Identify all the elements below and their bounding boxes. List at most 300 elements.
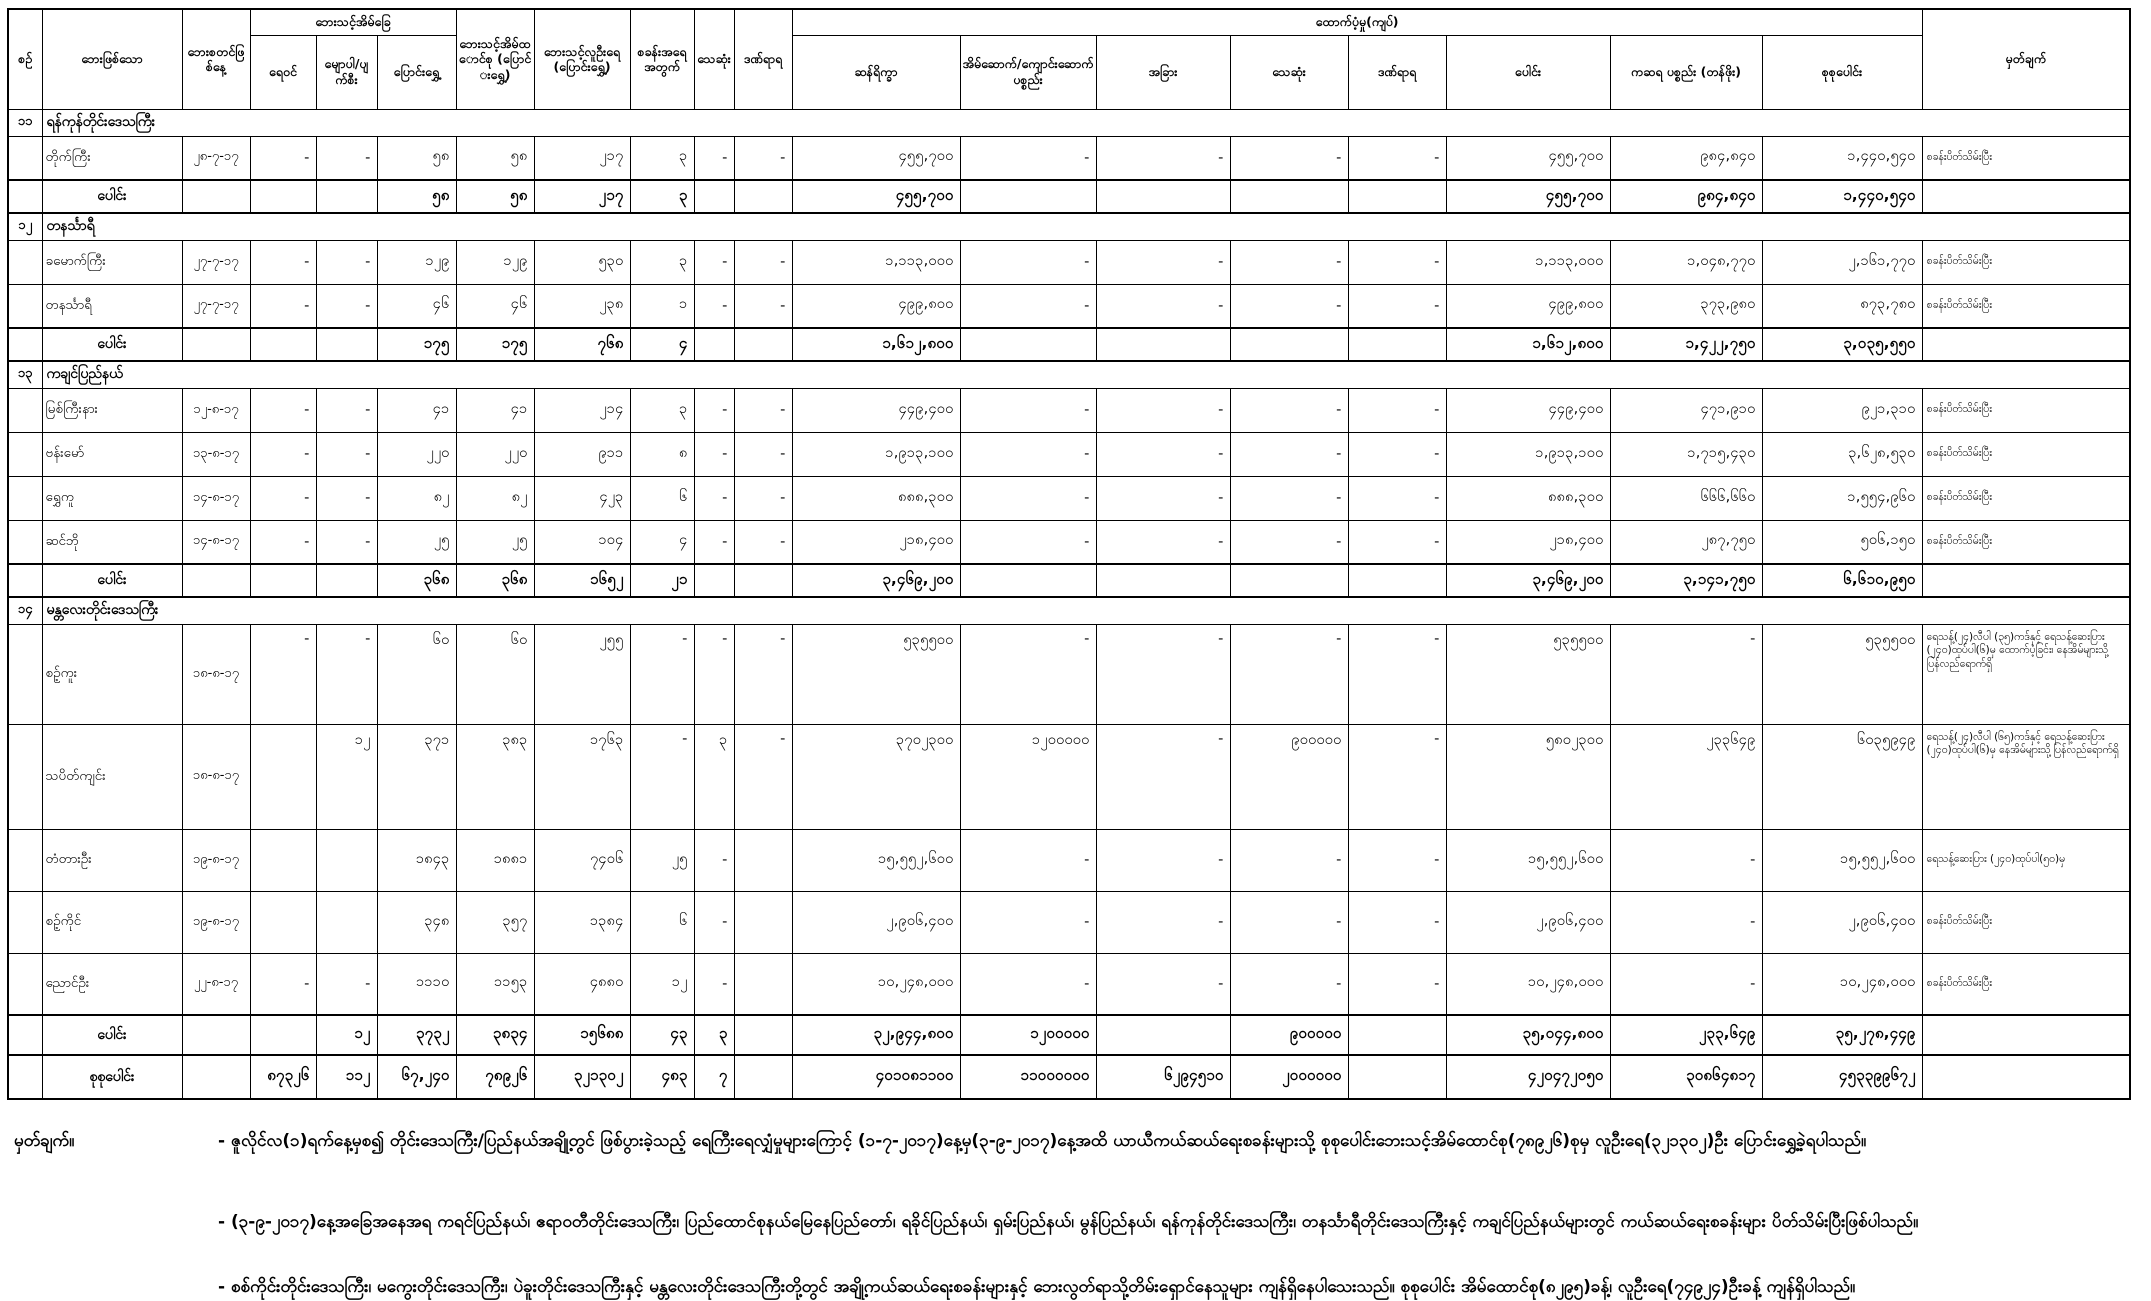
col-header-place: ဘေးဖြစ်သော	[42, 9, 182, 109]
cell-camps: ၄	[630, 328, 694, 361]
header-row-sub	[8, 35, 2130, 109]
township-name: သပိတ်ကျင်း	[42, 724, 182, 829]
cell-camps: ၆	[630, 891, 694, 953]
col-header-no: စဉ်	[8, 9, 42, 109]
cell-deaths	[694, 328, 734, 361]
cell-injury-support: -	[1348, 476, 1446, 520]
total-label: ပေါင်း	[42, 328, 182, 361]
start-date-cell: ၂၇-၇-၁၇	[182, 284, 250, 328]
cell-rice: ၈၈၈,၃၀၀	[792, 476, 960, 520]
remark-cell: စခန်းပိတ်သိမ်းပြီး	[1922, 240, 2130, 284]
township-name: တံတားဦး	[42, 829, 182, 891]
cell-injured: -	[734, 388, 792, 432]
table-row	[8, 136, 2130, 180]
cell-injured	[734, 891, 792, 953]
cell-flooded: -	[250, 953, 316, 1015]
table-row	[8, 624, 2130, 724]
col-header-injury-support: ဒဏ်ရာရ	[1348, 35, 1446, 109]
remark-cell: စခန်းပိတ်သိမ်းပြီး	[1922, 432, 2130, 476]
cell-total: ၄၉၉,၈၀၀	[1446, 284, 1610, 328]
cell-washed: ၁၂	[316, 1015, 377, 1055]
flood-relief-table	[7, 8, 2131, 1100]
cell-injured: -	[734, 284, 792, 328]
cell-death-support: -	[1230, 520, 1348, 564]
cell-flooded: -	[250, 388, 316, 432]
cell-other: -	[1096, 432, 1230, 476]
cell-washed	[316, 891, 377, 953]
cell-construction: -	[960, 240, 1096, 284]
grand-total-row	[8, 1055, 2130, 1099]
township-name: ခမောက်ကြီး	[42, 240, 182, 284]
cell-households: ၇၈၉၂၆	[456, 1055, 534, 1099]
cell-washed: -	[316, 388, 377, 432]
cell-deaths: -	[694, 624, 734, 724]
cell-kasara: -	[1610, 953, 1762, 1015]
cell-other: -	[1096, 953, 1230, 1015]
cell-death-support: -	[1230, 240, 1348, 284]
cell-death-support: -	[1230, 891, 1348, 953]
cell-total: ၄၅၅,၇၀၀	[1446, 180, 1610, 213]
cell-construction	[960, 180, 1096, 213]
cell-construction: -	[960, 624, 1096, 724]
cell-injured: -	[734, 432, 792, 476]
cell-grand-total: ၈၇၃,၇၈၀	[1762, 284, 1922, 328]
cell-other: -	[1096, 476, 1230, 520]
cell-flooded	[250, 564, 316, 597]
cell-camps: ၈	[630, 432, 694, 476]
col-header-grand-total: စုစုပေါင်း	[1762, 35, 1922, 109]
start-date-cell: ၁၃-၈-၁၇	[182, 432, 250, 476]
cell-death-support: -	[1230, 284, 1348, 328]
cell-injury-support: -	[1348, 891, 1446, 953]
cell-people: ၂၁၄	[534, 388, 630, 432]
cell-total: ၅၈၀၂၃၀၀	[1446, 724, 1610, 829]
cell-camps: ၃	[630, 388, 694, 432]
cell-construction: ၁၁၀၀၀၀၀၀	[960, 1055, 1096, 1099]
cell-kasara: ၁,၇၁၅,၄၃၀	[1610, 432, 1762, 476]
cell-death-support	[1230, 564, 1348, 597]
cell-grand-total: ၆၀၃၅၉၄၉	[1762, 724, 1922, 829]
cell-camps: ၂၅	[630, 829, 694, 891]
cell-injury-support: -	[1348, 829, 1446, 891]
start-date-cell: ၂၇-၇-၁၇	[182, 240, 250, 284]
col-header-relocated: ပြောင်းရွှေ့	[377, 35, 456, 109]
cell-rice: ၅၃၅၅၀၀	[792, 624, 960, 724]
start-date-cell: ၁၈-၈-၁၇	[182, 624, 250, 724]
cell-flooded	[250, 1015, 316, 1055]
cell-construction: ၁၂၀၀၀၀၀	[960, 724, 1096, 829]
cell-flooded: -	[250, 476, 316, 520]
row-number	[8, 1055, 42, 1099]
cell-construction: ၁၂၀၀၀၀၀	[960, 1015, 1096, 1055]
cell-flooded	[250, 891, 316, 953]
start-date-cell	[182, 328, 250, 361]
cell-rice: ၄၉၉,၈၀၀	[792, 284, 960, 328]
cell-kasara: ၆၆၆,၆၆၀	[1610, 476, 1762, 520]
township-name: စဉ့်ကူး	[42, 624, 182, 724]
cell-households: ၂၂၀	[456, 432, 534, 476]
remark-cell: စခန်းပိတ်သိမ်းပြီး	[1922, 476, 2130, 520]
cell-people: ၉၁၁	[534, 432, 630, 476]
cell-households: ၃၈၃၄	[456, 1015, 534, 1055]
cell-people: ၂၅၅	[534, 624, 630, 724]
cell-rice: ၃၇၀၂၃၀၀	[792, 724, 960, 829]
cell-grand-total: ၅၃၅၅၀၀	[1762, 624, 1922, 724]
cell-households: ၄၆	[456, 284, 534, 328]
cell-injured: -	[734, 136, 792, 180]
cell-deaths: -	[694, 953, 734, 1015]
section-number: ၁၂	[8, 213, 42, 240]
cell-injury-support: -	[1348, 388, 1446, 432]
section-title: ကချင်ပြည်နယ်	[42, 361, 2130, 388]
cell-total: ၁,၁၁၃,၀၀၀	[1446, 240, 1610, 284]
col-header-injured: ဒဏ်ရာရ	[734, 9, 792, 109]
start-date-cell	[182, 1015, 250, 1055]
row-number	[8, 1015, 42, 1055]
cell-injured	[734, 564, 792, 597]
table-row	[8, 388, 2130, 432]
cell-other	[1096, 1015, 1230, 1055]
cell-total: ၅၃၅၅၀၀	[1446, 624, 1610, 724]
table-row	[8, 891, 2130, 953]
cell-flooded	[250, 180, 316, 213]
cell-kasara: ၁,၄၂၂,၇၅၀	[1610, 328, 1762, 361]
footnote-line: - စစ်ကိုင်းတိုင်းဒေသကြီး၊ မကွေးတိုင်းဒေသကြီး၊ ပဲခူးတိုင်းဒေသကြီးနှင့် မန္တလေးတိုင်းဒေသကြီးတို့တွင် အချို့ကယ်ဆယ်ရေးစခန်းများနှင့် ဘေးလွတ်ရာသို့တိမ်းရှောင်နေသူများ ကျန်ရှိနေပါသေးသည်။ စုစုပေါင်း အိမ်ထောင်စု(၈၂၉၅)ခန့်၊ လူဦးရေ(၇၄၉၂၄)ဦးခန့် ကျန်ရှိပါသည်။	[218, 1277, 1856, 1297]
cell-grand-total: ၆,၆၁၀,၉၅၀	[1762, 564, 1922, 597]
total-total-row	[8, 328, 2130, 361]
col-header-kasara: ကဆရ ပစ္စည်း (တန်ဖိုး)	[1610, 35, 1762, 109]
cell-deaths	[694, 564, 734, 597]
cell-death-support: -	[1230, 432, 1348, 476]
section-number: ၁၁	[8, 109, 42, 136]
cell-injury-support	[1348, 1055, 1446, 1099]
cell-people: ၁၀၄	[534, 520, 630, 564]
cell-other: ၆၂၉၄၅၁၀	[1096, 1055, 1230, 1099]
remark-cell: စခန်းပိတ်သိမ်းပြီး	[1922, 284, 2130, 328]
remark-cell: စခန်းပိတ်သိမ်းပြီး	[1922, 520, 2130, 564]
remark-cell: စခန်းပိတ်သိမ်းပြီး	[1922, 388, 2130, 432]
section-title: ရန်ကုန်တိုင်းဒေသကြီး	[42, 109, 2130, 136]
cell-households: ၈၂	[456, 476, 534, 520]
start-date-cell: ၂၂-၈-၁၇	[182, 953, 250, 1015]
footnote-line: - (၃-၉-၂၀၁၇)နေ့အခြေအနေအရ ကရင်ပြည်နယ်၊ ဧရာဝတီတိုင်းဒေသကြီး၊ ပြည်ထောင်စုနယ်မြေနေပြည်တော်၊ ရခိုင်ပြည်နယ်၊ ရှမ်းပြည်နယ်၊ မွန်ပြည်နယ်၊ ရန်ကုန်တိုင်းဒေသကြီး၊ တနင်္သာရီတိုင်းဒေသကြီးနှင့် ကချင်ပြည်နယ်များတွင် ကယ်ဆယ်ရေးစခန်းများ ပိတ်သိမ်းပြီးဖြစ်ပါသည်။	[218, 1212, 1919, 1232]
cell-injured	[734, 829, 792, 891]
cell-rice: ၁,၁၁၃,၀၀၀	[792, 240, 960, 284]
section-title: တနင်္သာရီ	[42, 213, 2130, 240]
cell-people: ၇၆၈	[534, 328, 630, 361]
cell-injured: -	[734, 240, 792, 284]
row-number	[8, 388, 42, 432]
cell-washed	[316, 829, 377, 891]
cell-relocated: ၈၂	[377, 476, 456, 520]
cell-washed: -	[316, 136, 377, 180]
cell-households: ၅၈	[456, 180, 534, 213]
cell-injury-support	[1348, 180, 1446, 213]
cell-camps: ၃	[630, 180, 694, 213]
start-date-cell: ၂၈-၇-၁၇	[182, 136, 250, 180]
cell-deaths: -	[694, 829, 734, 891]
remark-cell	[1922, 328, 2130, 361]
cell-construction: -	[960, 520, 1096, 564]
cell-deaths: -	[694, 284, 734, 328]
cell-relocated: ၂၂၀	[377, 432, 456, 476]
cell-deaths: ၃	[694, 1015, 734, 1055]
cell-injury-support: -	[1348, 520, 1446, 564]
cell-grand-total: ၁,၄၄၀,၅၄၀	[1762, 136, 1922, 180]
section-header-row	[8, 361, 2130, 388]
remark-cell: စခန်းပိတ်သိမ်းပြီး	[1922, 136, 2130, 180]
cell-households: ၆၀	[456, 624, 534, 724]
cell-camps: ၄၃	[630, 1015, 694, 1055]
cell-total: ၃,၄၆၉,၂၀၀	[1446, 564, 1610, 597]
cell-kasara: -	[1610, 829, 1762, 891]
cell-injured	[734, 1055, 792, 1099]
cell-injured	[734, 180, 792, 213]
cell-kasara: ၂၈၇,၇၅၀	[1610, 520, 1762, 564]
cell-total: ၄၅၅,၇၀၀	[1446, 136, 1610, 180]
cell-relocated: ၄၁	[377, 388, 456, 432]
col-header-total: ပေါင်း	[1446, 35, 1610, 109]
cell-people: ၅၃၀	[534, 240, 630, 284]
footnotes	[0, 1130, 2151, 1301]
cell-other: -	[1096, 829, 1230, 891]
cell-construction: -	[960, 891, 1096, 953]
cell-flooded: -	[250, 136, 316, 180]
cell-washed	[316, 564, 377, 597]
cell-washed: -	[316, 240, 377, 284]
cell-other	[1096, 564, 1230, 597]
section-header-row	[8, 597, 2130, 624]
start-date-cell: ၁၈-၈-၁၇	[182, 724, 250, 829]
cell-kasara: ၉၈၄,၈၄၀	[1610, 136, 1762, 180]
cell-injured	[734, 328, 792, 361]
cell-grand-total: ၁,၅၅၄,၉၆၀	[1762, 476, 1922, 520]
cell-rice: ၃,၄၆၉,၂၀၀	[792, 564, 960, 597]
cell-injury-support	[1348, 564, 1446, 597]
cell-deaths: -	[694, 432, 734, 476]
cell-death-support: -	[1230, 136, 1348, 180]
cell-relocated: ၁၈၄၃	[377, 829, 456, 891]
cell-camps: -	[630, 724, 694, 829]
col-header-construction: အိမ်ဆောက်/ကျောင်းဆောက်ပစ္စည်း	[960, 35, 1096, 109]
township-name: တိုက်ကြီး	[42, 136, 182, 180]
cell-flooded	[250, 724, 316, 829]
cell-kasara: ၁,၀၄၈,၇၇၀	[1610, 240, 1762, 284]
cell-relocated: ၃၄၈	[377, 891, 456, 953]
cell-washed: -	[316, 476, 377, 520]
row-number	[8, 829, 42, 891]
cell-injury-support: -	[1348, 953, 1446, 1015]
table-row	[8, 953, 2130, 1015]
row-number	[8, 240, 42, 284]
start-date-cell: ၁၉-၈-၁၇	[182, 829, 250, 891]
cell-grand-total: ၃,၆၂၈,၅၃၀	[1762, 432, 1922, 476]
cell-grand-total: ၉၂၁,၃၁၀	[1762, 388, 1922, 432]
cell-total: ၁,၆၁၂,၈၀၀	[1446, 328, 1610, 361]
col-header-washed: မျောပါ/ပျက်စီး	[316, 35, 377, 109]
cell-camps: ၆	[630, 476, 694, 520]
cell-flooded: -	[250, 240, 316, 284]
cell-death-support: -	[1230, 624, 1348, 724]
cell-injured: -	[734, 520, 792, 564]
section-title: မန္တလေးတိုင်းဒေသကြီး	[42, 597, 2130, 624]
cell-rice: ၄၀၁၀၈၁၁၀၀	[792, 1055, 960, 1099]
cell-kasara: ၉၈၄,၈၄၀	[1610, 180, 1762, 213]
table-row	[8, 520, 2130, 564]
cell-deaths: -	[694, 240, 734, 284]
cell-people: ၄၂၃	[534, 476, 630, 520]
table-row	[8, 724, 2130, 829]
cell-total: ၁၅,၅၅၂,၆၀၀	[1446, 829, 1610, 891]
cell-camps: -	[630, 624, 694, 724]
cell-washed	[316, 328, 377, 361]
township-name: ဆင်ဘို	[42, 520, 182, 564]
cell-flooded: ၈၇၃၂၆	[250, 1055, 316, 1099]
cell-rice: ၁၀,၂၄၈,၀၀၀	[792, 953, 960, 1015]
cell-relocated: ၆၀	[377, 624, 456, 724]
cell-people: ၁၇၆၃	[534, 724, 630, 829]
cell-people: ၂၁၇	[534, 180, 630, 213]
cell-kasara: -	[1610, 891, 1762, 953]
cell-kasara: ၃,၁၄၁,၇၅၀	[1610, 564, 1762, 597]
remark-cell: စခန်းပိတ်သိမ်းပြီး	[1922, 953, 2130, 1015]
footnote-label: မှတ်ချက်။	[14, 1131, 75, 1151]
row-number	[8, 136, 42, 180]
col-header-households: ဘေးသင့်အိမ်ထောင်စု (ပြောင်းရွှေ့)	[456, 9, 534, 109]
row-number	[8, 953, 42, 1015]
cell-households: ၁၁၅၃	[456, 953, 534, 1015]
cell-injury-support: -	[1348, 724, 1446, 829]
cell-households: ၃၈၃	[456, 724, 534, 829]
cell-relocated: ၃၇၃၂	[377, 1015, 456, 1055]
row-number	[8, 891, 42, 953]
cell-flooded: -	[250, 284, 316, 328]
cell-relocated: ၁၇၅	[377, 328, 456, 361]
cell-death-support: -	[1230, 953, 1348, 1015]
cell-construction	[960, 564, 1096, 597]
cell-deaths: -	[694, 136, 734, 180]
table-row	[8, 284, 2130, 328]
section-number: ၁၃	[8, 361, 42, 388]
cell-other: -	[1096, 136, 1230, 180]
col-header-camps: စခန်းအရေအတွက်	[630, 9, 694, 109]
col-header-start-date: ဘေးစတင်ဖြစ်နေ့	[182, 9, 250, 109]
cell-injury-support: -	[1348, 284, 1446, 328]
row-number	[8, 564, 42, 597]
cell-camps: ၄၈၃	[630, 1055, 694, 1099]
cell-rice: ၄၄၉,၄၀၀	[792, 388, 960, 432]
total-label: ပေါင်း	[42, 1015, 182, 1055]
township-name: မြစ်ကြီးနား	[42, 388, 182, 432]
cell-relocated: ၁၁၁၀	[377, 953, 456, 1015]
section-header-row	[8, 109, 2130, 136]
cell-deaths: -	[694, 388, 734, 432]
remark-cell	[1922, 564, 2130, 597]
row-number	[8, 520, 42, 564]
col-header-deaths: သေဆုံး	[694, 9, 734, 109]
cell-kasara: ၃၀၈၆၄၈၁၇	[1610, 1055, 1762, 1099]
cell-injury-support: -	[1348, 240, 1446, 284]
cell-other	[1096, 328, 1230, 361]
cell-total: ၃၅,၀၄၄,၈၀၀	[1446, 1015, 1610, 1055]
cell-people: ၂၃၈	[534, 284, 630, 328]
cell-total: ၂၁၈,၄၀၀	[1446, 520, 1610, 564]
cell-rice: ၁,၉၁၃,၁၀၀	[792, 432, 960, 476]
start-date-cell	[182, 1055, 250, 1099]
township-name: တနင်္သာရီ	[42, 284, 182, 328]
cell-death-support: ၉၀၀၀၀၀	[1230, 1015, 1348, 1055]
table-row	[8, 829, 2130, 891]
remark-cell: ရေသန့်(၂၄)လီပါ (၆၅)ကဒ်နှင့် ရေသန့်ဆေးပြား (၂၄၀)ထုပ်ပါ(၆)မှ နေအိမ်များသို့ပြန်လည်ရောက်ရှိ	[1922, 724, 2130, 829]
cell-relocated: ၅၈	[377, 180, 456, 213]
col-header-affected-houses-group: ဘေးသင့်အိမ်ခြေ	[250, 9, 456, 35]
cell-camps: ၂၁	[630, 564, 694, 597]
col-header-flooded: ရေဝင်	[250, 35, 316, 109]
cell-grand-total: ၃၅,၂၇၈,၄၄၉	[1762, 1015, 1922, 1055]
start-date-cell	[182, 180, 250, 213]
cell-construction: -	[960, 284, 1096, 328]
cell-grand-total: ၁၅,၅၅၂,၆၀၀	[1762, 829, 1922, 891]
remark-cell: ရေသန့်(၂၄)လီပါ (၃၅)ကဒ်နှင့် ရေသန့်ဆေးပြား (၂၄၀)ထုပ်ပါ(၆)မှ ထောက်ပံ့ခြင်း၊ နေအိမ်များသို့ပြန်လည်ရောက်ရှိ	[1922, 624, 2130, 724]
table-row	[8, 476, 2130, 520]
cell-total: ၄၂၀၄၇၂၀၅၀	[1446, 1055, 1610, 1099]
row-number	[8, 328, 42, 361]
cell-rice: ၂,၉၀၆,၄၀၀	[792, 891, 960, 953]
col-header-other: အခြား	[1096, 35, 1230, 109]
cell-construction: -	[960, 388, 1096, 432]
row-number	[8, 476, 42, 520]
cell-households: ၁၂၉	[456, 240, 534, 284]
cell-injury-support: -	[1348, 136, 1446, 180]
remark-cell: ရေသန့်ဆေးပြား (၂၄၀)ထုပ်ပါ(၅၀)မှ	[1922, 829, 2130, 891]
remark-cell: စခန်းပိတ်သိမ်းပြီး	[1922, 891, 2130, 953]
cell-other: -	[1096, 891, 1230, 953]
cell-total: ၁၀,၂၄၈,၀၀၀	[1446, 953, 1610, 1015]
cell-grand-total: ၁၀,၂၄၈,၀၀၀	[1762, 953, 1922, 1015]
township-name: ညောင်ဦး	[42, 953, 182, 1015]
cell-grand-total: ၃,၀၃၅,၅၅၀	[1762, 328, 1922, 361]
cell-construction	[960, 328, 1096, 361]
total-label: ပေါင်း	[42, 564, 182, 597]
cell-injury-support: -	[1348, 624, 1446, 724]
cell-people: ၇၄၀၆	[534, 829, 630, 891]
table-body	[8, 109, 2130, 1099]
cell-relocated: ၆၇,၂၄၀	[377, 1055, 456, 1099]
cell-construction: -	[960, 432, 1096, 476]
township-name: ရွှေကူ	[42, 476, 182, 520]
cell-people: ၁၆၅၂	[534, 564, 630, 597]
total-total-row	[8, 1015, 2130, 1055]
col-header-rice: ဆန်ရိက္ခာ	[792, 35, 960, 109]
cell-grand-total: ၅၀၆,၁၅၀	[1762, 520, 1922, 564]
row-number	[8, 432, 42, 476]
cell-total: ၁,၉၁၃,၁၀၀	[1446, 432, 1610, 476]
cell-death-support: ၂၀၀၀၀၀၀	[1230, 1055, 1348, 1099]
cell-flooded: -	[250, 624, 316, 724]
cell-kasara: -	[1610, 624, 1762, 724]
cell-rice: ၁,၆၁၂,၈၀၀	[792, 328, 960, 361]
cell-camps: ၁၂	[630, 953, 694, 1015]
cell-relocated: ၂၅	[377, 520, 456, 564]
row-number	[8, 624, 42, 724]
cell-kasara: ၂၃၃,၆၄၉	[1610, 1015, 1762, 1055]
remark-cell	[1922, 1055, 2130, 1099]
cell-people: ၄၈၈၀	[534, 953, 630, 1015]
col-header-death-support: သေဆုံး	[1230, 35, 1348, 109]
cell-washed: -	[316, 953, 377, 1015]
col-header-people: ဘေးသင့်လူဦးရေ (ပြောင်းရွှေ့)	[534, 9, 630, 109]
cell-washed: -	[316, 520, 377, 564]
